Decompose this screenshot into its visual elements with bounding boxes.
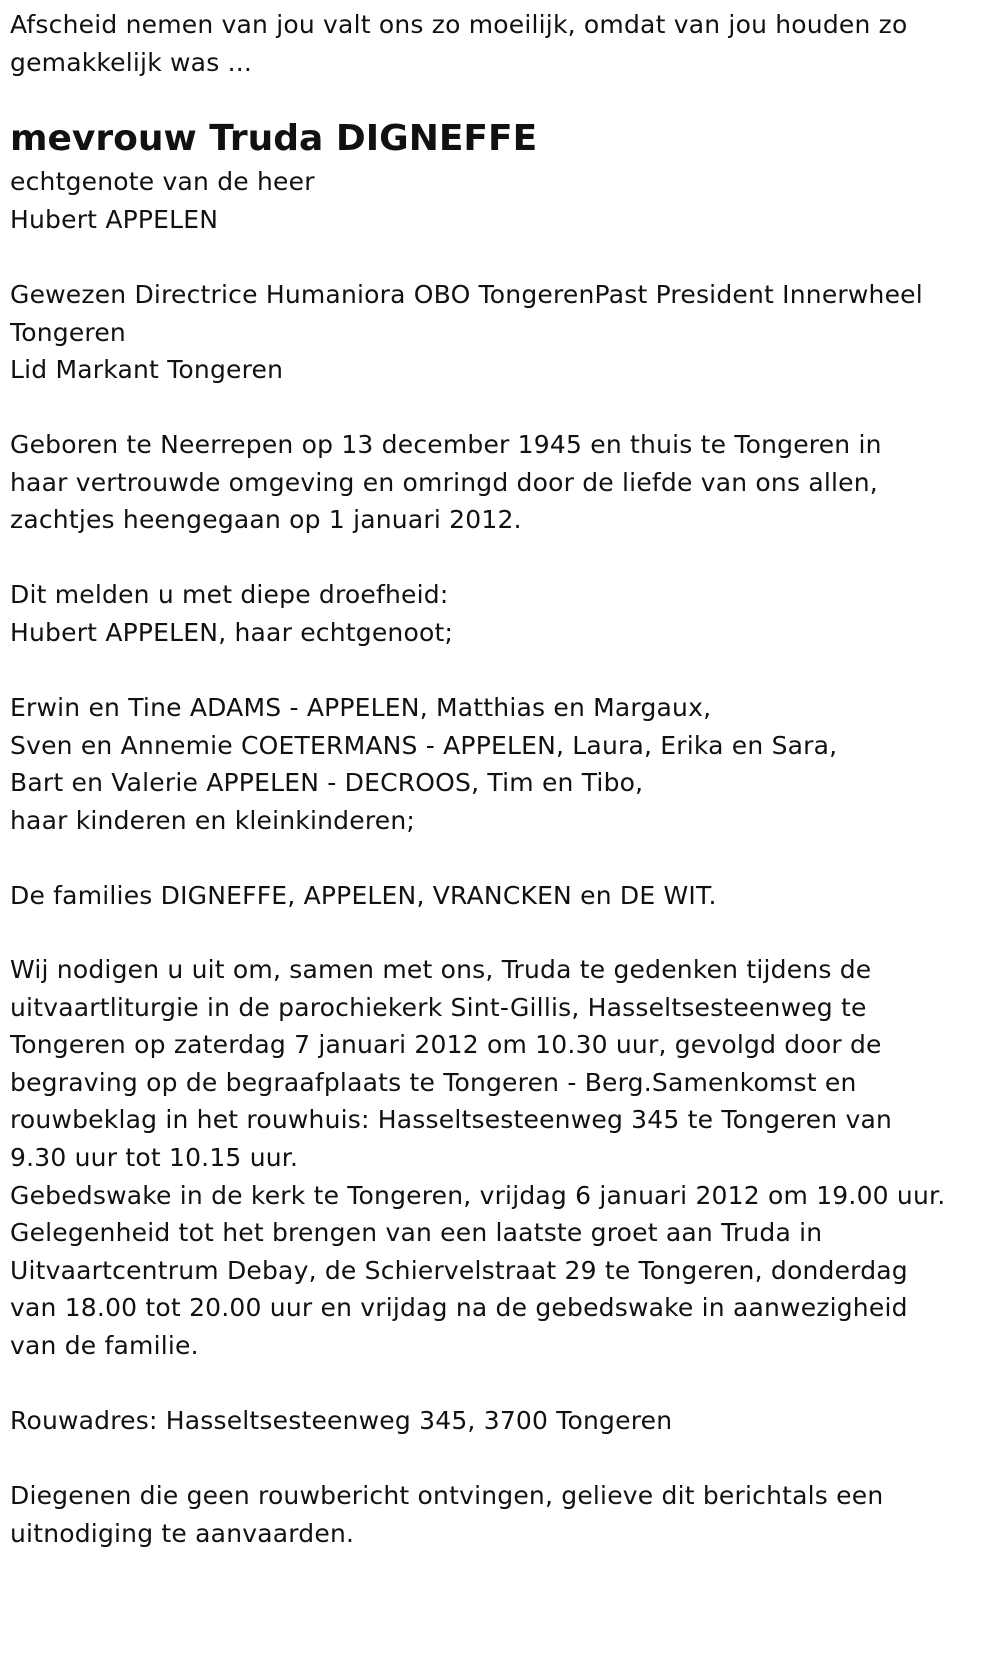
ceremony-section [10, 951, 945, 1365]
ceremony-line: Tongeren op zaterdag 7 januari 2012 om 10.30 uur, gevolgd door de [10, 1030, 882, 1060]
birth-death-line: Geboren te Neerrepen op 13 december 1945 en thuis te Tongeren in [10, 430, 882, 459]
intro-line: gemakkelijk was ... [10, 47, 253, 77]
ceremony-line: Wij nodigen u uit om, samen met ons, Truda te gedenken tijdens de [10, 955, 872, 984]
announcement-section [10, 576, 453, 651]
announcement-line: Dit melden u met diepe droefheid: [10, 580, 449, 609]
children-line: haar kinderen en kleinkinderen; [10, 805, 415, 835]
closing-section [10, 1477, 883, 1552]
ceremony-line: van de familie. [10, 1330, 199, 1360]
ceremony-line: rouwbeklag in het rouwhuis: Hasseltsesteenweg 345 te Tongeren van [10, 1105, 893, 1135]
roles-line: Gewezen Directrice Humaniora OBO TongerenPast President Innerwheel [10, 280, 923, 309]
closing-line: Diegenen die geen rouwbericht ontvingen, gelieve dit berichtals een [10, 1481, 884, 1510]
ceremony-line: begraving op de begraafplaats te Tongeren - Berg.Samenkomst en [10, 1067, 857, 1097]
families-line: De families DIGNEFFE, APPELEN, VRANCKEN en DE WIT. [10, 881, 717, 910]
spouse-line: Hubert APPELEN [10, 204, 219, 234]
roles-line: Tongeren [10, 317, 126, 347]
spouse-line: echtgenote van de heer [10, 167, 315, 196]
mourning-address-line: Rouwadres: Hasseltsesteenweg 345, 3700 Tongeren [10, 1406, 673, 1435]
ceremony-line: Gebedswake in de kerk te Tongeren, vrijdag 6 januari 2012 om 19.00 uur. [10, 1180, 946, 1210]
ceremony-line: Gelegenheid tot het brengen van een laatste groet aan Truda in [10, 1218, 823, 1248]
deceased-name: mevrouw Truda DIGNEFFE [10, 118, 538, 159]
announcement-line: Hubert APPELEN, haar echtgenoot; [10, 617, 454, 647]
families-section [10, 877, 717, 915]
birth-death-line: zachtjes heengegaan op 1 januari 2012. [10, 505, 522, 535]
ceremony-line: 9.30 uur tot 10.15 uur. [10, 1142, 299, 1172]
children-section [10, 689, 837, 839]
children-line: Erwin en Tine ADAMS - APPELEN, Matthias en Margaux, [10, 693, 712, 722]
children-line: Sven en Annemie COETERMANS - APPELEN, Laura, Erika en Sara, [10, 730, 838, 760]
birth-death-line: haar vertrouwde omgeving en omringd door de liefde van ons allen, [10, 467, 878, 497]
ceremony-line: Uitvaartcentrum Debay, de Schiervelstraat 29 te Tongeren, donderdag [10, 1255, 908, 1285]
ceremony-line: van 18.00 tot 20.00 uur en vrijdag na de gebedswake in aanwezigheid [10, 1293, 908, 1323]
roles-line: Lid Markant Tongeren [10, 355, 284, 385]
closing-line: uitnodiging te aanvaarden. [10, 1518, 355, 1548]
mourning-address-section [10, 1402, 672, 1440]
intro-quote [10, 6, 908, 81]
ceremony-line: uitvaartliturgie in de parochiekerk Sint-Gillis, Hasseltsesteenweg te [10, 992, 867, 1022]
spouse-section [10, 163, 315, 238]
intro-line: Afscheid nemen van jou valt ons zo moeilijk, omdat van jou houden zo [10, 10, 908, 39]
birth-death-section [10, 426, 882, 539]
roles-section [10, 276, 923, 389]
children-line: Bart en Valerie APPELEN - DECROOS, Tim en Tibo, [10, 768, 644, 798]
